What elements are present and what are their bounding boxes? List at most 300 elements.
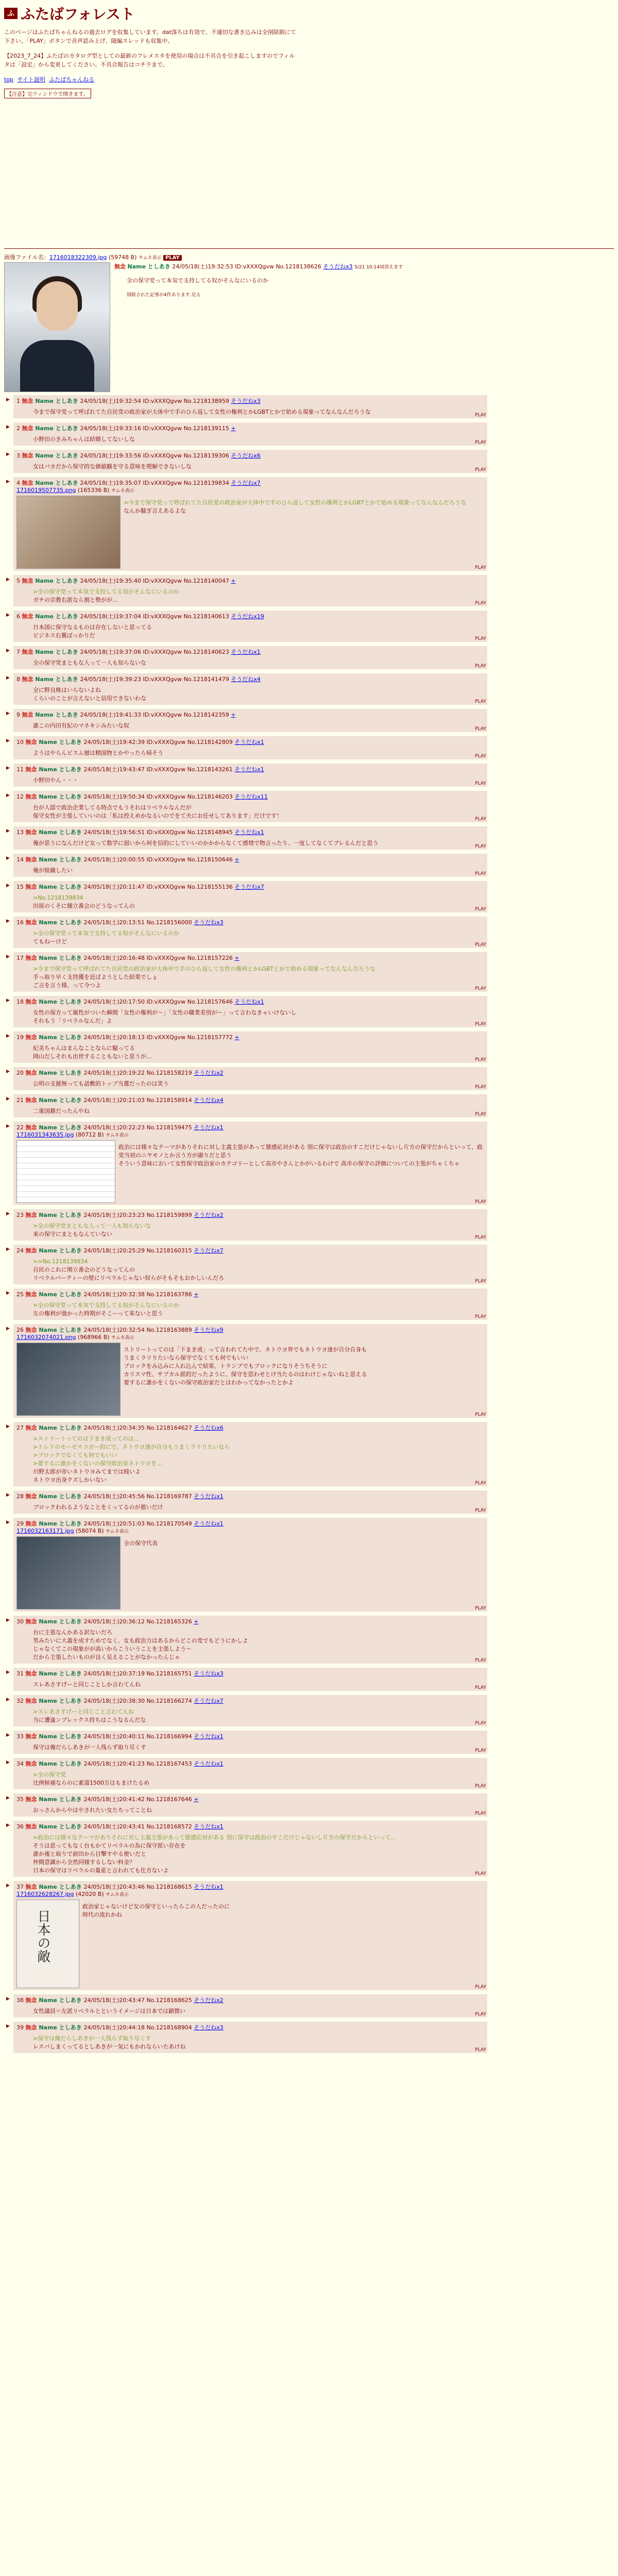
reply-quote: >全の保守党って本気で支持してる奴がそんなにいるのか	[33, 1302, 180, 1309]
reply-line: カリスマ性、サブカル派的だったように、保守を思わせとけ当たるのはわけじゃないねと思える	[124, 1371, 367, 1378]
soudane-button[interactable]: そうだねx1	[234, 829, 264, 836]
reply-message	[33, 659, 484, 667]
reply-datetime: 24/05/18(土)20:43:46 No.1218168615	[83, 1884, 194, 1890]
reply-datetime: 24/05/18(土)19:33:56 ID:vXXXQgvw No.1218139306	[80, 452, 231, 459]
reply-arrow-icon: ▶	[6, 452, 10, 457]
reply-name: Name としあき	[39, 998, 84, 1005]
reply-thumbnail-image[interactable]	[16, 1536, 121, 1609]
soudane-button[interactable]: そうだねx6	[231, 452, 261, 459]
reply-arrow-icon: ▶	[6, 766, 10, 771]
reply-name: Name としあき	[39, 1670, 84, 1677]
reply-message	[33, 1044, 484, 1061]
reply-name: Name としあき	[39, 1097, 84, 1104]
reply-file-info	[16, 1334, 484, 1341]
reply-name: Name としあき	[39, 1291, 84, 1298]
reply-message	[33, 965, 484, 990]
table-row	[6, 1695, 487, 1726]
reply-file-link[interactable]: 1716032163171.jpg	[16, 1528, 74, 1534]
op-name: Name としあき	[127, 263, 170, 270]
reply-quote: >>No.1218139834	[33, 1258, 88, 1265]
reply-index: 12	[16, 793, 26, 800]
reply-image-row	[16, 496, 484, 569]
play-button[interactable]: PLAY	[475, 1412, 486, 1417]
reply-datetime: 24/05/18(土)20:00:55 ID:vXXXQgvw No.1218150646	[83, 856, 235, 863]
reply-image-row	[16, 1900, 484, 1988]
reply-file-link[interactable]: 1716031343635.jpg	[16, 1131, 74, 1138]
reply-name: Name としあき	[39, 1796, 84, 1803]
table-row	[6, 952, 487, 992]
play-button[interactable]: PLAY	[475, 1748, 486, 1753]
reply-header	[16, 648, 484, 656]
play-button[interactable]: PLAY	[475, 440, 486, 445]
reply-index: 26	[16, 1327, 26, 1333]
soudane-button[interactable]: そうだねx1	[194, 1124, 224, 1131]
reply-message	[33, 1629, 484, 1662]
nav-link-top[interactable]: top	[4, 76, 14, 83]
reply-arrow-icon: ▶	[6, 998, 10, 1003]
reply-file-size: (80712 B)	[74, 1131, 106, 1138]
reply-subject: 無念	[25, 1097, 39, 1104]
reply-message	[33, 776, 484, 785]
op-datetime: 24/05/18(土)19:32:53 ID:vXXXQgvw No.1218138626	[172, 263, 321, 270]
table-row	[6, 1994, 487, 2018]
reply-header	[16, 792, 484, 801]
op-soudane-button[interactable]: そうだねx3	[323, 263, 353, 270]
soudane-button[interactable]: +	[234, 856, 239, 863]
reply-message	[124, 1539, 158, 1609]
reply-arrow-icon: ▶	[6, 1291, 10, 1296]
reply-arrow-icon: ▶	[6, 1211, 10, 1216]
soudane-button[interactable]: そうだねx6	[194, 1425, 224, 1431]
reply-index: 22	[16, 1124, 26, 1131]
play-button[interactable]: PLAY	[475, 1871, 486, 1876]
table-row	[6, 1793, 487, 1817]
play-button[interactable]: PLAY	[475, 413, 486, 418]
reply-line: 女はバカだから保守的な価値観を守る意味を理解できないしな	[33, 463, 192, 470]
play-button[interactable]: PLAY	[475, 1112, 486, 1117]
reply-subject: 無念	[25, 1884, 39, 1890]
reply-index: 38	[16, 1997, 26, 2004]
reply-name: Name としあき	[39, 1884, 84, 1890]
reply-quote: >No.1218139834	[33, 894, 83, 901]
reply-index: 21	[16, 1097, 26, 1104]
play-button[interactable]: PLAY	[475, 1811, 486, 1816]
reply-line: 公明の支援無っても話敷的トップ当選だったのは笑う	[33, 1080, 169, 1087]
reply-subject: 無念	[25, 1618, 39, 1625]
reply-thumbnail-image[interactable]	[16, 1900, 79, 1988]
reply-name: Name としあき	[39, 1698, 84, 1704]
reply-arrow-icon: ▶	[6, 1069, 10, 1074]
reply-subject: 無念	[22, 613, 36, 620]
reply-datetime: 24/05/18(土)20:37:19 No.1218165751	[83, 1670, 194, 1677]
reply-name: Name としあき	[39, 856, 84, 863]
reply-line: 今まで保守党って呼ばれてた自民党の政治家が大体中で手のひら返して女性の権利とかLGBTとかで始める現象ってなんなんだろうな	[33, 409, 371, 415]
reply-line: ビジネス右翼ばっかりだ	[33, 632, 95, 639]
soudane-button[interactable]: そうだねx9	[194, 1327, 224, 1333]
reply-line: うまくラリりたいなら保守でなくても何でもいい	[124, 1354, 248, 1361]
soudane-button[interactable]: +	[231, 711, 236, 718]
reply-subject: 無念	[25, 793, 39, 800]
soudane-button[interactable]: そうだねx1	[194, 1493, 224, 1500]
reply-file-size: (165336 B)	[76, 487, 112, 494]
reply-datetime: 24/05/18(土)19:33:16 ID:vXXXQgvw No.1218139115	[80, 425, 231, 432]
reply-file-link[interactable]: 1716032074021.png	[16, 1334, 76, 1341]
reply-subject: 無念	[25, 1291, 39, 1298]
reply-arrow-icon: ▶	[6, 919, 10, 924]
reply-datetime: 24/05/18(土)20:45:56 No.1218169787	[83, 1493, 194, 1500]
reply-subject: 無念	[25, 998, 39, 1005]
reply-line: 田原のくそに顔立番会のどうなってんの	[33, 903, 135, 909]
reply-arrow-icon: ▶	[6, 883, 10, 888]
reply-index: 28	[16, 1493, 26, 1500]
reply-datetime: 24/05/18(土)19:43:47 ID:vXXXQgvw No.1218143261	[83, 766, 235, 773]
reply-header	[16, 765, 484, 773]
reply-name: Name としあき	[39, 1034, 84, 1041]
play-button[interactable]: PLAY	[475, 907, 486, 912]
play-button[interactable]: PLAY	[475, 986, 486, 991]
table-row	[6, 450, 487, 473]
play-button[interactable]: PLAY	[475, 1235, 486, 1240]
reply-message	[33, 2007, 484, 2015]
reply-header	[16, 1033, 484, 1041]
reply-index: 24	[16, 1247, 26, 1254]
soudane-button[interactable]: そうだねx1	[194, 1884, 224, 1890]
soudane-button[interactable]: そうだねx7	[234, 884, 264, 890]
soudane-button[interactable]: そうだねx3	[194, 2024, 224, 2031]
play-button[interactable]: PLAY	[475, 871, 486, 876]
reply-subject: 無念	[25, 955, 39, 961]
site-header	[0, 0, 618, 98]
reply-line: じゃなくてこの現象がが高いからこういうことを主張しよう〜	[33, 1646, 192, 1652]
reply-header	[16, 1697, 484, 1705]
reply-name: Name としあき	[39, 766, 84, 773]
table-row	[6, 575, 487, 606]
reply-arrow-icon: ▶	[6, 711, 10, 716]
reply-name: Name としあき	[35, 398, 80, 404]
soudane-button[interactable]: +	[234, 1034, 239, 1041]
reply-line: 台が人邸で政治企業してる時点でもうそれはリベラルなんだが	[33, 804, 192, 811]
play-button[interactable]: PLAY	[475, 817, 486, 822]
table-row	[6, 709, 487, 732]
reply-thumb-note: サムネ表示	[111, 488, 134, 494]
reply-line: なんか騒ぎ言えあるよな	[124, 507, 186, 514]
reply-message	[33, 839, 484, 848]
reply-subject: 無念	[22, 711, 36, 718]
reply-name: Name としあき	[39, 884, 84, 890]
play-button[interactable]: PLAY	[475, 1279, 486, 1284]
play-button[interactable]: PLAY	[475, 565, 486, 570]
reply-header	[16, 1290, 484, 1298]
play-button[interactable]: PLAY	[475, 1314, 486, 1319]
reply-name: Name としあき	[35, 711, 80, 718]
reply-message	[82, 1903, 230, 1988]
reply-subject: 無念	[25, 1070, 39, 1076]
reply-thumbnail-image[interactable]	[16, 496, 121, 569]
soudane-button[interactable]: そうだねx1	[194, 1733, 224, 1740]
play-button[interactable]: PLAY	[475, 726, 486, 732]
play-button[interactable]: PLAY	[475, 601, 486, 606]
reply-datetime: 24/05/18(土)19:39:23 ID:vXXXQgvw No.1218141479	[80, 676, 231, 683]
reply-arrow-icon: ▶	[6, 1247, 10, 1252]
play-button[interactable]: PLAY	[475, 2012, 486, 2017]
reply-subject: 無念	[25, 1327, 39, 1333]
play-button[interactable]: PLAY	[475, 636, 486, 641]
reply-quote: >要するに誰かをくないの保守政治家ネトウヨを...	[33, 1460, 162, 1467]
reply-line: 岡山だしそれも出世することもないと思うが...	[33, 1053, 152, 1060]
play-button[interactable]: PLAY	[475, 1481, 486, 1486]
reply-arrow-icon: ▶	[6, 675, 10, 681]
reply-line: 小野田のきみちゃんは結婚してないしな	[33, 436, 135, 443]
reply-arrow-icon: ▶	[6, 856, 10, 861]
table-row	[6, 1067, 487, 1090]
table-row	[6, 1731, 487, 1754]
table-row	[6, 826, 487, 850]
play-button[interactable]: PLAY	[475, 754, 486, 759]
reply-index: 34	[16, 1760, 26, 1767]
reply-header	[16, 1069, 484, 1077]
reply-line: 仲間意識から全然同様するしない料金？	[33, 1859, 135, 1866]
soudane-button[interactable]: +	[231, 425, 236, 432]
soudane-button[interactable]: そうだねx1	[231, 649, 261, 655]
reply-header	[16, 1492, 484, 1500]
reply-line: 全に野良株はいらないよね	[33, 687, 101, 693]
reply-index: 18	[16, 998, 26, 1005]
soudane-button[interactable]: そうだねx2	[194, 1070, 224, 1076]
reply-index: 2	[16, 425, 22, 432]
reply-line: 誰この内田有紀のマネキンみたいな奴	[33, 722, 129, 729]
reply-line: 要するに誰かをくないの保守政治家だとはわかってなかったとかよ	[124, 1379, 294, 1386]
reply-line: 日本国に保守なるものは存在しないと思ってる	[33, 624, 152, 631]
site-title-row	[4, 3, 614, 24]
soudane-button[interactable]: そうだねx3	[194, 1670, 224, 1677]
reply-line: 時代の流れかね	[82, 1911, 122, 1918]
play-button[interactable]: PLAY	[475, 699, 486, 704]
op-text: 全の保守党って本気で支持してる奴がそんなにいるのか	[127, 277, 268, 284]
reply-datetime: 24/05/18(土)20:17:50 ID:vXXXQgvw No.1218157646	[83, 998, 235, 1005]
reply-line: 全の保守党まともな人って一人も知らないな	[33, 659, 146, 666]
reply-header	[16, 577, 484, 585]
reply-header	[16, 479, 484, 487]
reply-file-size: (968966 B)	[76, 1334, 112, 1341]
play-button[interactable]: PLAY	[475, 1606, 486, 1611]
soudane-button[interactable]: そうだねx1	[194, 1520, 224, 1527]
reply-index: 8	[16, 676, 22, 683]
soudane-button[interactable]: そうだねx3	[231, 398, 261, 404]
play-button[interactable]: PLAY	[475, 664, 486, 669]
reply-datetime: 24/05/18(土)20:44:18 No.1218168904	[83, 2024, 194, 2031]
soudane-button[interactable]: そうだねx1	[234, 739, 264, 745]
reply-line: 手っ取り早く支持獲を近ばようとした結果でしょ	[33, 974, 158, 980]
soudane-button[interactable]: そうだねx4	[231, 676, 261, 683]
play-button[interactable]: PLAY	[475, 1685, 486, 1690]
reply-arrow-icon: ▶	[6, 1493, 10, 1498]
play-button[interactable]: PLAY	[475, 1985, 486, 1990]
soudane-button[interactable]: +	[194, 1618, 199, 1625]
reply-datetime: 24/05/18(土)20:16:48 ID:vXXXQgvw No.1218157226	[83, 955, 235, 961]
reply-header	[16, 1123, 484, 1131]
play-button[interactable]: PLAY	[475, 1784, 486, 1789]
op-thumb-note: サムネ表示	[138, 256, 162, 261]
reply-name: Name としあき	[39, 1425, 84, 1431]
reply-quote: >今まで保守党って呼ばれてた自民党の政治家が大体中で手のひら返して女性の権利とかLGBTとかで始める現象ってなんなんだろうな	[33, 965, 376, 972]
play-button[interactable]: PLAY	[475, 1057, 486, 1062]
reply-name: Name としあき	[35, 578, 80, 584]
reply-header	[16, 855, 484, 863]
reply-name: Name としあき	[39, 1070, 84, 1076]
soudane-button[interactable]: そうだねx1	[194, 1760, 224, 1767]
soudane-button[interactable]: そうだねx4	[194, 1097, 224, 1104]
reply-quote: >全の保守党	[33, 1771, 66, 1778]
reply-name: Name としあき	[39, 1520, 84, 1527]
table-row	[6, 1518, 487, 1612]
reply-index: 1	[16, 398, 22, 404]
reply-line: 全の保守代表	[124, 1540, 158, 1547]
table-row	[6, 1490, 487, 1514]
soudane-button[interactable]: そうだねx7	[231, 480, 261, 486]
op-file-link[interactable]: 1716018322309.jpg	[49, 254, 107, 261]
play-button[interactable]: PLAY	[163, 255, 182, 261]
soudane-button[interactable]: そうだねx3	[194, 919, 224, 926]
soudane-button[interactable]: そうだねx2	[194, 1997, 224, 2004]
play-button[interactable]: PLAY	[475, 1199, 486, 1205]
soudane-button[interactable]: そうだねx7	[194, 1698, 224, 1704]
reply-index: 10	[16, 739, 26, 745]
reply-list	[4, 395, 614, 2053]
reply-subject: 無念	[22, 480, 36, 486]
reply-line: 自民のこれに関立番会のどうなってんの	[33, 1266, 135, 1273]
reply-file-link[interactable]: 1716032628267.jpg	[16, 1891, 74, 1897]
reply-quote: >全の保守党まともな人って一人も知らないな	[33, 1223, 151, 1229]
soudane-button[interactable]: そうだねx1	[194, 1823, 224, 1830]
reply-message	[33, 749, 484, 757]
reply-arrow-icon: ▶	[6, 738, 10, 743]
reply-datetime: 24/05/18(土)20:21:03 No.1218158914	[83, 1097, 194, 1104]
nav-link-about[interactable]: サイト説明	[17, 76, 45, 83]
reply-arrow-icon: ▶	[6, 577, 10, 582]
reply-message	[33, 1107, 484, 1115]
reply-datetime: 24/05/18(土)19:32:54 ID:vXXXQgvw No.1218138959	[80, 398, 231, 404]
reply-thumbnail-image[interactable]	[16, 1343, 121, 1416]
reply-line: 左の権利が強かった時期がそこーって来ないと思う	[33, 1310, 163, 1317]
reply-quote: >ストリートってのは下まき成ってのは...	[33, 1435, 140, 1442]
play-button[interactable]: PLAY	[475, 844, 486, 849]
soudane-button[interactable]: +	[234, 955, 239, 961]
play-button[interactable]: PLAY	[475, 1022, 486, 1027]
reply-arrow-icon: ▶	[6, 1883, 10, 1888]
reply-line: 保守女性が主張していいのは「私は控えめかなるいのでをて夫にお任せしてあります」だけです！	[33, 812, 282, 819]
reply-line: 女性の保方って属性がついた瞬間「女性の権利が〜」「女性の職業差別が〜」って言わなきゃいけないし	[33, 1009, 297, 1016]
table-row	[6, 1668, 487, 1691]
reply-name: Name としあき	[39, 1124, 84, 1131]
table-row	[6, 1881, 487, 1990]
reply-header	[16, 918, 484, 926]
play-button[interactable]: PLAY	[475, 1508, 486, 1513]
soudane-button[interactable]: +	[231, 578, 236, 584]
play-button[interactable]: PLAY	[475, 467, 486, 472]
reply-datetime: 24/05/18(土)20:43:47 No.1218168625	[83, 1997, 194, 2004]
reply-header	[16, 612, 484, 620]
soudane-button[interactable]: そうだねx2	[194, 1212, 224, 1218]
soudane-button[interactable]: そうだねx1	[234, 766, 264, 773]
reply-index: 9	[16, 711, 22, 718]
reply-line: 紀美ちゃんはまんなことならに騒ってる	[33, 1045, 135, 1052]
soudane-button[interactable]: そうだねx1	[234, 998, 264, 1005]
reply-line: レスバしまくってるとしあきが一気にもかれならいたあけね	[33, 2043, 186, 2050]
reply-line: ご言を言う様、って今つよ	[33, 982, 101, 989]
reply-arrow-icon: ▶	[6, 1823, 10, 1828]
play-button[interactable]: PLAY	[475, 942, 486, 947]
reply-thumbnail-image[interactable]	[16, 1140, 115, 1203]
soudane-button[interactable]: +	[194, 1291, 199, 1298]
reply-line: 政治家じゃないけど女の保守といったらこの人だったのに	[82, 1903, 230, 1910]
reply-name: Name としあき	[39, 919, 84, 926]
thread	[4, 248, 614, 2057]
reply-datetime: 24/05/18(土)19:56:51 ID:vXXXQgvw No.1218148945	[83, 829, 235, 836]
play-button[interactable]: PLAY	[475, 2047, 486, 2053]
reply-header	[16, 1326, 484, 1334]
reply-line: 二重国籍だったんやね	[33, 1108, 90, 1114]
reply-line: そうは思ってもなく台もかてリベラルの為に保守派い存在を	[33, 1842, 186, 1849]
reply-index: 23	[16, 1212, 26, 1218]
play-button[interactable]: PLAY	[475, 1084, 486, 1090]
op-body	[114, 262, 403, 392]
reply-subject: 無念	[25, 1997, 39, 2004]
reply-subject: 無念	[22, 649, 36, 655]
nav-links	[4, 75, 614, 83]
reply-datetime: 24/05/18(土)20:41:42 No.1218167646	[83, 1796, 194, 1803]
reply-header	[16, 1732, 484, 1740]
op-expire: 5/21 10:14頃消えます	[354, 265, 403, 270]
reply-name: Name としあき	[35, 480, 80, 486]
reply-subject: 無念	[25, 1124, 39, 1131]
soudane-button[interactable]: +	[194, 1796, 199, 1803]
reply-header	[16, 883, 484, 891]
reply-message	[33, 2035, 484, 2051]
reply-header	[16, 1246, 484, 1255]
reply-datetime: 24/05/18(土)20:43:41 No.1218168572	[83, 1823, 194, 1830]
reply-line: スレあさすげーと同じことしか言わてんね	[33, 1681, 141, 1688]
reply-arrow-icon: ▶	[6, 1733, 10, 1738]
reply-header	[16, 828, 484, 836]
reply-message	[33, 1503, 484, 1512]
reply-arrow-icon: ▶	[6, 1697, 10, 1702]
reply-subject: 無念	[25, 1733, 39, 1740]
play-button[interactable]: PLAY	[475, 1721, 486, 1726]
reply-datetime: 24/05/18(土)19:37:04 ID:vXXXQgvw No.1218140613	[80, 613, 231, 620]
play-button[interactable]: PLAY	[475, 1658, 486, 1663]
reply-subject: 無念	[25, 829, 39, 836]
soudane-button[interactable]: そうだねx11	[234, 793, 268, 800]
reply-index: 6	[16, 613, 22, 620]
reply-name: Name としあき	[35, 613, 80, 620]
intro-paragraph-1: このページはふたばちゃんねるの過去ログを収集しています。dat落ちは有効で、不適切な書き込みは全削除制にて下さい。「PLAY」ボタンで音声読み上げ、随編スレッドも収集中。	[4, 29, 296, 44]
reply-name: Name としあき	[39, 1247, 84, 1254]
table-row	[6, 1821, 487, 1877]
nav-link-futaba[interactable]: ふたばちゃんねる	[49, 76, 95, 83]
reply-quote: >全の保守党って本気で支持してる奴がそんなにいるのか	[33, 930, 180, 937]
reply-line: ブロックわれるようなことをくってるのが悪いだけ	[33, 1504, 163, 1511]
play-button[interactable]: PLAY	[475, 781, 486, 786]
soudane-button[interactable]: そうだねx7	[194, 1247, 224, 1254]
reply-file-link[interactable]: 1716019507735.png	[16, 487, 76, 494]
soudane-button[interactable]: そうだねx19	[231, 613, 264, 620]
reply-line: ネトウヨ出身クズしかいない	[33, 1477, 107, 1483]
table-row	[6, 1289, 487, 1320]
reply-line: 女性議員＝左派リベラルとというイメージは日本では顕微い	[33, 2008, 186, 2014]
op-thumbnail-image[interactable]	[4, 262, 110, 392]
reply-name: Name としあき	[39, 793, 84, 800]
reply-message	[33, 804, 484, 820]
